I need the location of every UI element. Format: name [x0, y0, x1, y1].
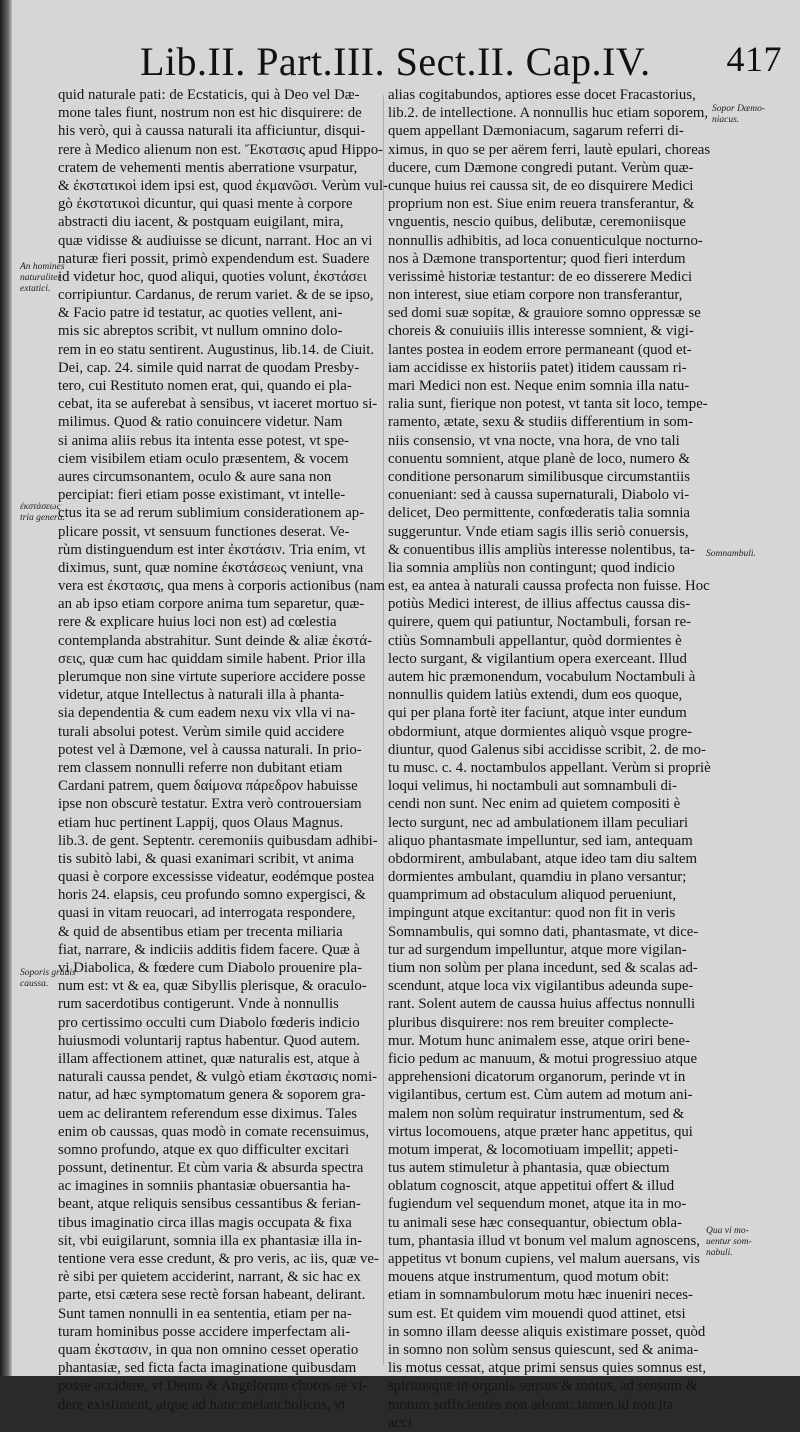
text-line: illam affectionem attinet, quæ naturalis est, atque à	[58, 1050, 360, 1067]
margin-note-soporis-grauis	[20, 968, 76, 990]
text-line: uem ac delirantem referendum esse diximus. Tales	[58, 1105, 358, 1122]
text-line: obdormirent, ambulabant, atque ideo tam diu saltem	[388, 850, 698, 867]
text-line: rere & explicare huius loci non est) ad cœlestia	[58, 614, 337, 631]
text-line: somno profundo, atque ex quo difficulter excitari	[58, 1141, 350, 1158]
text-line: horis 24. elapsis, ceu profundo somno expergisci, &	[58, 887, 366, 904]
text-line: lecto surgant, & vigilantium opera exerceant. Illud	[388, 650, 687, 667]
text-line: naturæ fieri possit, primò expendendum est. Suadere	[58, 250, 370, 267]
text-line: turali absolui potest. Verùm simile quid accidere	[58, 723, 345, 740]
margin-note-line: tria genera.	[20, 513, 65, 523]
text-line: huiusmodi voluntarij raptus habentur. Quod autem.	[58, 1032, 361, 1049]
text-line: tium non solùm per plana incedunt, sed & scalas ad-	[388, 960, 698, 976]
text-line: in somno illam deesse aliquis existimare posset, quòd	[388, 1323, 706, 1340]
book-gutter-shadow	[0, 0, 12, 1376]
text-line: nonnullis adhibitis, ad loca conuenticulque nocturno-	[388, 232, 703, 249]
margin-note-line: uentur som-	[706, 1237, 752, 1247]
text-line: si anima aliis rebus ita intenta esse potest, vt spe-	[58, 432, 349, 449]
column-divider	[383, 95, 384, 1365]
margin-note-somnambuli	[706, 549, 756, 560]
text-line: potiùs Medici interest, de illius affectus caussa dis-	[388, 596, 691, 613]
text-line: cendi non sunt. Nec enim ad quietem compositi è	[388, 796, 681, 813]
text-line: ctiùs Somnambuli appellantur, quòd dormientes è	[388, 632, 682, 649]
text-line: rum sacerdotibus contigerunt. Vnde à nonnullis	[58, 996, 339, 1013]
text-line: abstracti diu iacent, & postquam euigilant, mira,	[58, 214, 344, 231]
text-line: etiam in somnambulorum motu hæc inueniri neces-	[388, 1287, 693, 1304]
text-line: tentione vera esse credunt, & pro veris, ac iis, quæ ve-	[58, 1251, 379, 1267]
text-line: lis motus cessat, atque primi sensus quies somnus est,	[388, 1360, 707, 1377]
text-line: lia somnia ampliùs non contingunt; quod indicio	[388, 559, 675, 576]
text-line: iam accidisse ex historiis patet) itidem caussam ri-	[388, 359, 687, 376]
text-line: enim ob caussas, quas modò in comate recensuimus,	[58, 1123, 370, 1140]
text-line: quem appellant Dæmoniacum, sagarum referri di-	[388, 123, 684, 140]
text-line: diuntur, quod Galenus sibi accidisse scribit, 2. de mo-	[388, 741, 706, 758]
text-line: pluribus disquirere: nos rem breuiter complecte-	[388, 1014, 674, 1031]
text-line: Dei, cap. 24. simile quid narrat de quodam Presby-	[58, 359, 360, 376]
text-line: & ἐκστατικοὶ idem ipsi est, quod ἐκμανῶσι. Verùm vul-	[58, 177, 388, 194]
text-line: sia dependentia & cum eadem nexu vix vlla vi na-	[58, 705, 356, 722]
text-line: tum, phantasia illud vt bonum vel malum agnoscens,	[388, 1232, 700, 1249]
text-line: cratem de vehementi mentis aberratione vsurpatur,	[58, 159, 358, 176]
text-line: malem non solùm requiratur instrumentum, sed &	[388, 1105, 685, 1122]
text-line: aliquo phantasmate impelluntur, sed iam, antequam	[388, 832, 693, 849]
margin-note-line: extatici.	[20, 284, 51, 294]
text-line: phantasiæ, sed ficta facta imaginatione quibusdam	[58, 1360, 357, 1377]
text-line: fugiendum vel sequendum monet, atque ita in mo-	[388, 1196, 687, 1213]
text-line: conditione personarum similibusque circumstantiis	[388, 468, 691, 485]
text-line: proprium non est. Siue enim reuera transferantur, &	[388, 196, 695, 213]
text-line: aures circumsonantem, oculo & aure sana non	[58, 468, 332, 485]
text-line: ximus, in quo se per aërem ferri, lautè epulari, choreas	[388, 141, 711, 158]
text-line: num est: vt & ea, quæ Sibyllis plerisque, & oraculo-	[58, 978, 367, 995]
text-line: rem in eo statu sentirent. Augustinus, lib.14. de Ciuit.	[58, 341, 375, 358]
text-line: lantes postea in eodem errore permaneant (quod et-	[388, 341, 692, 358]
text-line: Somnambulis, qui somno dati, phantasmate, vt dice-	[388, 923, 699, 940]
text-line: vi Diabolica, & fœdere cum Diabolo prouenire pla-	[58, 960, 363, 976]
text-line: & quid de absentibus etiam per trecenta miliaria	[58, 923, 343, 940]
text-line: virtus locomouens, atque præter hanc appetitus, qui	[388, 1123, 693, 1140]
text-line: id videtur hoc, quod aliqui, quoties volunt, ἐκστάσει	[58, 268, 367, 285]
text-line: vnguentis, nescio quibus, delibutæ, ceremoniisque	[388, 214, 686, 231]
text-line: Sunt tamen nonnulli in ea sententia, etiam per na-	[58, 1305, 352, 1322]
text-line: suggeruntur. Vnde etiam sagis illis seriò conuersis,	[388, 523, 689, 540]
text-line: his verò, qui à caussa naturali ita afficiuntur, disqui-	[58, 123, 366, 140]
text-line: potest vel à Dæmone, vel à caussa naturali. In prio-	[58, 741, 362, 758]
text-line: ctus ita se ad rerum sublimium considerationem ap-	[58, 505, 365, 522]
text-line: & conuentibus illis ampliùs interesse nolentibus, ta-	[388, 541, 695, 558]
text-line: turam hominibus posse accidere imperfectam ali-	[58, 1323, 351, 1340]
margin-note-line: Somnambuli.	[706, 549, 756, 559]
text-line: parte, etsi cætera sese rectè forsan habeant, delirant.	[58, 1287, 366, 1304]
margin-note-line: Sopor Dæmo-	[712, 104, 766, 114]
page-number: 417	[726, 39, 782, 79]
margin-note-an-homines	[20, 262, 65, 295]
text-line: diximus, sunt, quæ nomine ἐκστάσεως veniunt, vna	[58, 559, 364, 576]
text-line: σεις, quæ cum hac quiddam simile habent. Prior illa	[58, 650, 366, 667]
text-line: tus autem stimuletur à phantasia, quæ obiectum	[388, 1160, 670, 1177]
margin-note-line: niacus.	[712, 115, 740, 125]
text-line: niis consensio, vt vna nocte, vna hora, de vno tali	[388, 432, 680, 449]
text-line: alias cogitabundos, aptiores esse docet Fracastorius,	[388, 87, 696, 103]
margin-note-ecstaseos-genera	[20, 502, 65, 524]
text-line: contemplanda abstrahitur. Sunt deinde & aliæ ἐκστά-	[58, 632, 373, 649]
text-line: motum sufficientes non adsunt: tamen id non ita	[388, 1396, 674, 1413]
text-line: verissimè historiæ testantur: de eo disserere Medici	[388, 268, 693, 285]
text-line: possunt, detinentur. Et cùm varia & absurda spectra	[58, 1160, 364, 1177]
margin-note-sopor-daemoniacus	[712, 104, 765, 126]
text-line: lib.3. de gent. Septentr. ceremoniis quibusdam adhibi-	[58, 832, 378, 849]
text-line: nonnullis quidem latiùs extendi, dum eos quoque,	[388, 687, 683, 704]
margin-note-line: naturaliter	[20, 273, 62, 283]
text-line: Cardani patrem, quem δαίμονα πάρεδρον habuisse	[58, 778, 358, 795]
text-line: & Facio patre id testatur, ac quoties vellent, ani-	[58, 305, 343, 322]
margin-note-qua-vi-mouentur	[706, 1226, 752, 1259]
text-line: quasi in vitam reuocari, ad interrogata respondere,	[58, 905, 356, 922]
text-line: lib.2. de intellectione. A nonnullis huc etiam soporem,	[388, 105, 709, 122]
text-line: plicare possit, vt sensuum functiones deserat. Ve-	[58, 523, 350, 540]
margin-note-line: ἐκστάσεως	[20, 502, 61, 512]
text-line: tu musc. c. 4. noctambulos appellant. Verùm si propriè	[388, 759, 711, 776]
text-line: cunque huius rei caussa sit, de eo disquirere Medici	[388, 177, 694, 194]
text-line: tibus imaginatio circa illas magis occupata & fixa	[58, 1214, 352, 1231]
text-line: appetitus vt bonum cupiens, vel malum auersans, vis	[388, 1251, 700, 1267]
text-line: quid naturale pati: de Ecstaticis, qui à Deo vel Dæ-	[58, 87, 360, 103]
text-line: plerumque non sine virtute superiore accidere posse	[58, 669, 366, 685]
text-line: etiam huc pertinent Lappij, quos Olaus Magnus.	[58, 814, 344, 831]
text-line: quam ἐκστασιν, in qua non omnino cesset operatio	[58, 1341, 359, 1358]
margin-note-line: An homines	[20, 262, 65, 272]
text-line: est, ea antea à naturali caussa profecta non fuisse. Hoc	[388, 578, 710, 595]
text-line: corripiuntur. Cardanus, de rerum variet. & de se ipso,	[58, 287, 374, 304]
right-text-column	[388, 86, 718, 1432]
text-line: mouens atque instrumentum, quod motum obit:	[388, 1269, 670, 1286]
margin-note-line: caussa.	[20, 979, 49, 989]
text-line: loqui velimus, hi noctambuli aut somnambuli di-	[388, 778, 677, 795]
text-line: mone tales fiunt, nostrum non est hic disquirere: de	[58, 105, 362, 122]
text-line: videtur, atque Intellectus à naturali illa à phanta-	[58, 687, 345, 704]
text-line: tur ad surgendum impelluntur, atque more vigilan-	[388, 941, 687, 958]
text-line: ficio pedum ac manuum, & motui progressiuo atque	[388, 1050, 698, 1067]
text-line: ramento, ætate, sexu & studiis differentium in som-	[388, 414, 694, 431]
text-line: quamprimum ad obstaculum aliquod perueniunt,	[388, 887, 677, 904]
text-line: acci	[388, 1414, 412, 1431]
text-line: ciem visibilem etiam oculo præsentem, & vocem	[58, 450, 349, 467]
text-line: mis sic abreptos scribit, vt nullum omnino dolo-	[58, 323, 343, 340]
text-line: percipiat: fieri etiam posse existimant, vt intelle-	[58, 487, 346, 504]
text-line: rem classem nonnulli referre non dubitant etiam	[58, 759, 343, 776]
text-line: scendunt, atque loca vix vigilantibus adeunda supe-	[388, 978, 694, 995]
text-line: gò ἐκστατικοὶ dicuntur, qui quasi mente à corpore	[58, 196, 353, 213]
text-line: beant, atque reliquis sensibus cessantibus & ferian-	[58, 1196, 361, 1213]
text-line: cebat, ita se auferebat à sensibus, vt iaceret mortuo si-	[58, 396, 378, 413]
text-line: motum imperat, & locomotiuam impellit; appeti-	[388, 1141, 679, 1158]
text-line: sit, vbi euigilarunt, somnia illa ex phantasiæ illa in-	[58, 1232, 363, 1249]
text-line: posse accidere, vt Deum & Angelorum choros se vi-	[58, 1378, 368, 1395]
text-line: conueniant: sed à caussa supernaturali, Diabolo vi-	[388, 487, 690, 504]
running-header	[140, 38, 790, 88]
margin-note-line: Qua vi mo-	[706, 1226, 749, 1236]
text-line: qui per plana fortè iter faciunt, atque inter eundum	[388, 705, 687, 722]
text-line: conuentu somnient, atque planè de loco, numero &	[388, 450, 691, 467]
text-line: quasi è corpore excessisse videatur, eodémque postea	[58, 869, 375, 886]
text-line: ipse non obscurè testatur. Extra verò controuersiam	[58, 796, 362, 813]
text-line: fiat, narrare, & indiciis additis fidem facere. Quæ à	[58, 941, 360, 958]
text-line: autem hic præmonendum, vocabulum Noctambuli à	[388, 669, 696, 685]
text-line: rùm distinguendum est inter ἐκστάσιν. Tria enim, vt	[58, 541, 366, 558]
text-line: tu animali sese hæc consequantur, obiectum obla-	[388, 1214, 683, 1231]
text-line: tero, cui Restituto nomen erat, qui, quando ei pla-	[58, 378, 352, 394]
text-line: nos à Dæmone transportentur; quod fieri interdum	[388, 250, 686, 267]
text-line: sum est. Et quidem vim mouendi quod attinet, etsi	[388, 1305, 686, 1322]
text-line: in somno non solùm sensus quiescunt, sed & anima-	[388, 1341, 699, 1358]
margin-note-line: Soporis grauis	[20, 968, 76, 978]
text-line: sed domi suæ sopitæ, & grauiore somno oppressæ se	[388, 305, 701, 322]
text-line: ac imagines in somniis phantasiæ obuersantia ha-	[58, 1178, 351, 1195]
text-line: vera est ἐκστασις, qua mens à corporis actionibus (nam	[58, 578, 385, 595]
text-line: mur. Motum hunc animalem esse, atque oriri bene-	[388, 1032, 691, 1049]
text-line: delicet, Deo permittente, confœderatis talia somnia	[388, 505, 690, 522]
text-line: an ab ipso etiam corpore anima tum separetur, quæ-	[58, 596, 365, 613]
text-line: obdormiunt, atque dormientes aliquò vsque progre-	[388, 723, 693, 740]
text-line: rere à Medico alienum non est. Ἔκστασις apud Hippo-	[58, 141, 384, 158]
text-line: dere existiment, atque ad hanc melancholicos, vt	[58, 1396, 346, 1413]
text-line: apprehensioni dicatorum organorum, perinde vt in	[388, 1069, 686, 1086]
text-line: pro certissimo occulti cum Diabolo fœderis indicio	[58, 1014, 360, 1031]
text-line: dormientes ambulant, quamdiu in plano versantur;	[388, 869, 687, 886]
text-line: lecto surgunt, nec ad ambulationem illam peculiari	[388, 814, 689, 831]
running-title: Lib.II. Part.III. Sect.II. Cap.IV.	[140, 39, 651, 84]
text-line: mari Medici non est. Neque enim somnia illa natu-	[388, 378, 690, 394]
text-line: non interest, siue etiam corpore non transferantur,	[388, 287, 683, 304]
text-line: spiritusque in organis sensus & motus, ad sensum &	[388, 1378, 698, 1395]
text-line: milimus. Quod & ratio conuincere videtur. Nam	[58, 414, 343, 431]
text-line: natur, ad hæc symptomatum genera & soporem gra-	[58, 1087, 366, 1104]
text-line: ralia sunt, fierique non potest, vt tanta sit loco, tempe-	[388, 396, 708, 413]
text-line: impingunt atque excitantur: quod non fit in veris	[388, 905, 676, 922]
left-text-column	[58, 86, 388, 1414]
text-line: ducere, cum Dæmone congredi putant. Verùm quæ-	[388, 159, 694, 176]
margin-note-line: nabuli.	[706, 1248, 733, 1258]
text-line: oblatum cognoscit, atque appetitui offert & illud	[388, 1178, 675, 1195]
text-line: tis subitò labi, & quasi exanimari scribit, vt anima	[58, 850, 354, 867]
text-line: naturali caussa pendet, & vulgò etiam ἐκστασις nomi-	[58, 1069, 378, 1086]
text-line: vigilantibus, certum est. Cùm autem ad motum ani-	[388, 1087, 693, 1104]
text-line: rè sibi per quietem acciderint, narrant, & sic hac ex	[58, 1269, 361, 1286]
text-line: choreis & conuiuiis illis interesse somnient, & vigi-	[388, 323, 694, 340]
text-line: rant. Solent autem de caussa huius affectus nonnulli	[388, 996, 696, 1013]
text-line: quæ vidisse & audiuisse se dicunt, narrant. Hoc an vi	[58, 232, 373, 249]
text-line: quirere, quem qui patiuntur, Noctambuli, forsan re-	[388, 614, 692, 631]
